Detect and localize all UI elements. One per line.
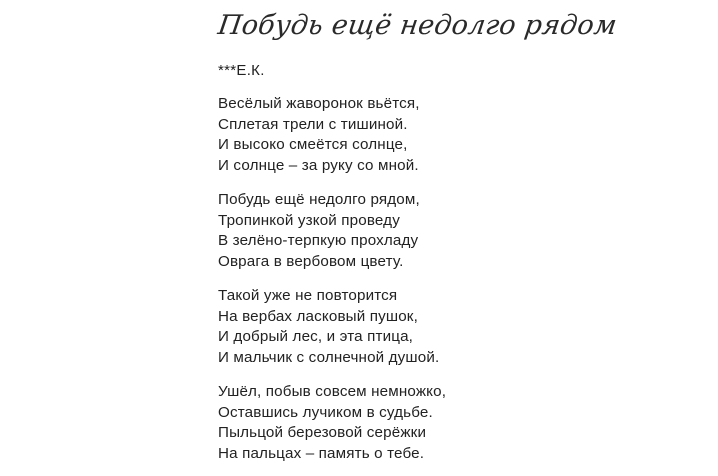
poem-line: Оставшись лучиком в судьбе. [218, 403, 433, 421]
poem-line: Ушёл, побыв совсем немножко, [218, 383, 447, 400]
stanza-4 [218, 382, 446, 465]
poem-line: В зелёно-терпкую прохладу [218, 232, 419, 250]
poem-line: Побудь ещё недолго рядом, [218, 191, 420, 208]
poem-line: Пыльцой березовой серёжки [218, 424, 427, 442]
poem-line: Весёлый жаворонок вьётся, [218, 95, 420, 112]
poem-line: И добрый лес, и эта птица, [218, 328, 414, 346]
poem-line: Такой уже не повторится [218, 287, 398, 304]
poem-line: И солнце – за руку со мной. [218, 157, 419, 175]
poem-line: Сплетая трели с тишиной. [218, 115, 408, 133]
stanza-1 [218, 94, 420, 177]
poem-line: И высоко смеётся солнце, [218, 136, 408, 154]
poem-line: На пальцах – память о тебе. [218, 445, 425, 463]
poem-line: И мальчик с солнечной душой. [218, 349, 440, 367]
poem-title: Побудь ещё недолго рядом [216, 10, 619, 41]
stanza-2 [218, 190, 420, 273]
poem-author: ***Е.К. [218, 62, 265, 79]
poem-line: Тропинкой узкой проведу [218, 211, 400, 229]
poem-line: На вербах ласковый пушок, [218, 307, 418, 325]
stanza-3 [218, 286, 439, 369]
poem-line: Оврага в вербовом цвету. [218, 253, 404, 271]
